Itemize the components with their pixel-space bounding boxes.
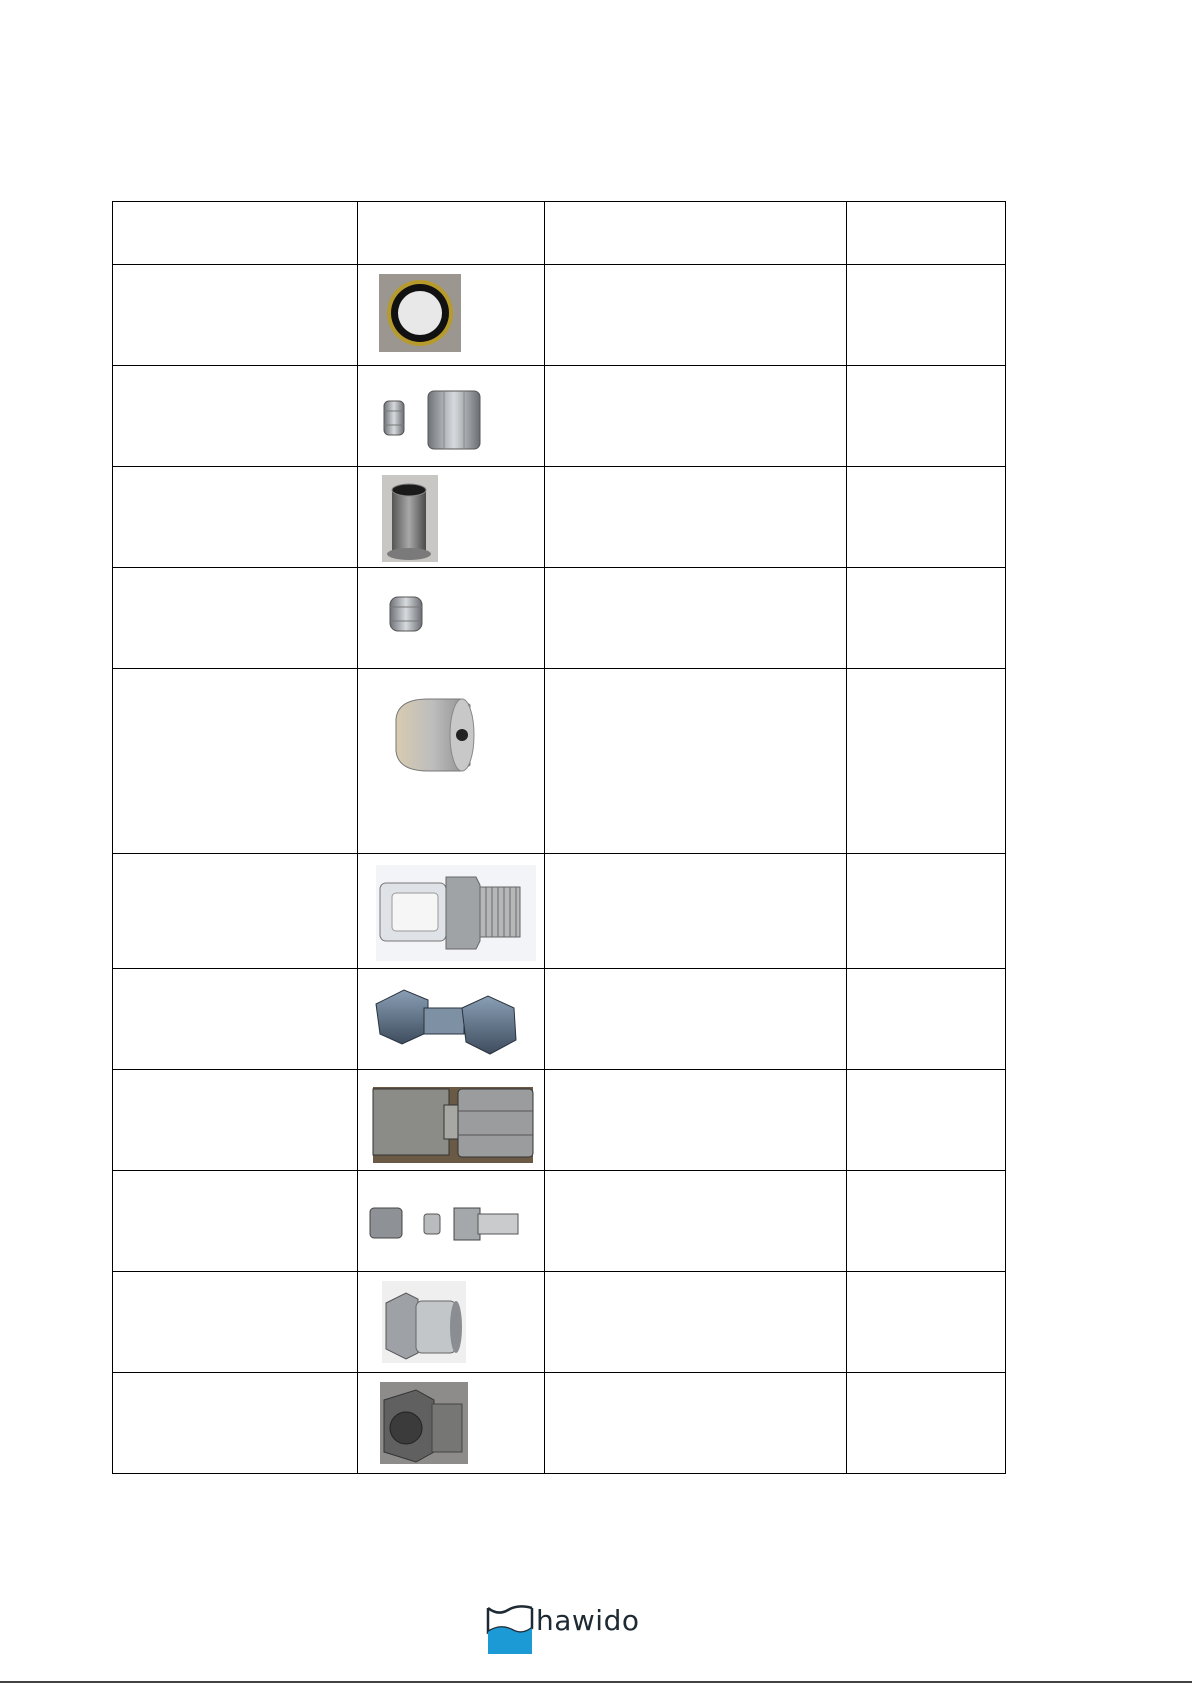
description-cell [545,366,847,467]
table-row [113,854,1006,969]
qty-cell [847,1373,1006,1474]
part-name-cell [113,854,358,969]
bonded-seal-washer-image [358,266,544,365]
table-row [113,969,1006,1070]
part-name-cell [113,366,358,467]
qty-cell [847,265,1006,366]
part-name-cell [113,1070,358,1171]
description-cell [545,1373,847,1474]
description-cell [545,1070,847,1171]
support-sleeve-image [358,468,544,567]
qty-cell [847,1171,1006,1272]
header-cell [113,202,358,265]
page-bottom-divider [0,1681,1192,1683]
part-image-cell [358,669,545,854]
part-image-cell [358,854,545,969]
description-cell [545,265,847,366]
part-name-cell [113,669,358,854]
hawido-wave-icon [486,1602,534,1656]
description-cell [545,568,847,669]
table-row [113,1373,1006,1474]
female-connector-nut-image [358,1071,544,1170]
table-row [113,265,1006,366]
part-image-cell [358,1171,545,1272]
description-cell [545,669,847,854]
header-cell [847,202,1006,265]
straight-male-connector-image [358,855,544,968]
table-row [113,1272,1006,1373]
part-name-cell [113,467,358,568]
description-cell [545,854,847,969]
part-image-cell [358,969,545,1070]
qty-cell [847,669,1006,854]
table-row [113,366,1006,467]
part-image-cell [358,1373,545,1474]
part-name-cell [113,265,358,366]
part-image-cell [358,467,545,568]
parts-table [112,201,1006,1474]
hex-reducing-adapter-image [358,1374,544,1473]
female-hex-adapter-image [358,1273,544,1372]
table-header-row [113,202,1006,265]
qty-cell [847,1070,1006,1171]
part-image-cell [358,366,545,467]
part-image-cell [358,568,545,669]
qty-cell [847,366,1006,467]
hawido-logo-text: hawido [536,1604,640,1637]
part-image-cell [358,1272,545,1373]
description-cell [545,969,847,1070]
fitting-set-image [358,1172,544,1271]
table-row [113,568,1006,669]
part-name-cell [113,1373,358,1474]
qty-cell [847,854,1006,969]
table-row [113,467,1006,568]
part-name-cell [113,969,358,1070]
cutting-ring-image [358,569,544,668]
description-cell [545,1171,847,1272]
part-name-cell [113,1272,358,1373]
part-name-cell [113,568,358,669]
hawido-logo [486,1600,656,1660]
table-row [113,1070,1006,1171]
header-cell [358,202,545,265]
qty-cell [847,969,1006,1070]
nozzle-cap-image [358,669,544,852]
qty-cell [847,568,1006,669]
qty-cell [847,1272,1006,1373]
straight-union-connector-image [358,970,544,1069]
description-cell [545,1272,847,1373]
part-image-cell [358,1070,545,1171]
header-cell [545,202,847,265]
part-image-cell [358,265,545,366]
table-row [113,1171,1006,1272]
table-row [113,669,1006,854]
qty-cell [847,467,1006,568]
part-name-cell [113,1171,358,1272]
compression-ring-and-nut-image [358,367,544,466]
description-cell [545,467,847,568]
